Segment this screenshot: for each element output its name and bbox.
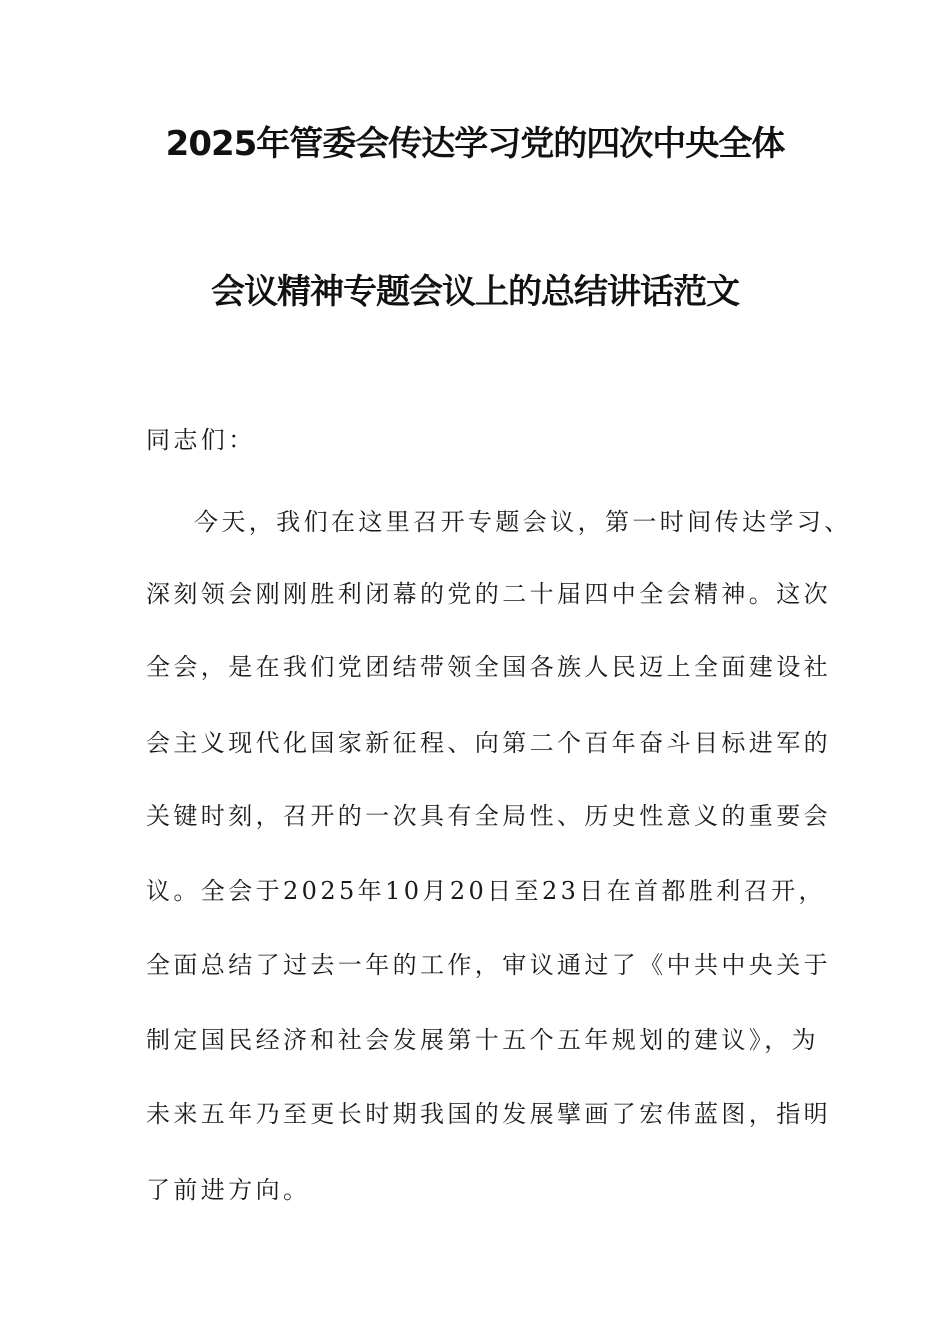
paragraph-line-5: 关键时刻，召开的一次具有全局性、历史性意义的重要会 bbox=[146, 802, 831, 830]
paragraph-line-7: 全面总结了过去一年的工作，审议通过了《中共中央关于 bbox=[146, 951, 831, 979]
paragraph-line-4: 会主义现代化国家新征程、向第二个百年奋斗目标进军的 bbox=[146, 729, 831, 757]
paragraph-line-3: 全会，是在我们党团结带领全国各族人民迈上全面建设社 bbox=[146, 653, 831, 681]
paragraph-line-2: 深刻领会刚刚胜利闭幕的党的二十届四中全会精神。这次 bbox=[146, 580, 831, 608]
document-title-line-2: 会议精神专题会议上的总结讲话范文 bbox=[211, 272, 739, 312]
document-title-line-1: 2025年管委会传达学习党的四次中央全体 bbox=[165, 124, 785, 164]
paragraph-line-10: 了前进方向。 bbox=[146, 1176, 311, 1204]
salutation: 同志们： bbox=[146, 426, 256, 454]
paragraph-line-9: 未来五年乃至更长时期我国的发展擘画了宏伟蓝图，指明 bbox=[146, 1100, 831, 1128]
paragraph-line-6: 议。全会于2025年10月20日至23日在首都胜利召开， bbox=[146, 877, 826, 905]
paragraph-line-8: 制定国民经济和社会发展第十五个五年规划的建议》，为 bbox=[146, 1026, 819, 1054]
paragraph-line-1: 今天，我们在这里召开专题会议，第一时间传达学习、 bbox=[194, 508, 852, 536]
